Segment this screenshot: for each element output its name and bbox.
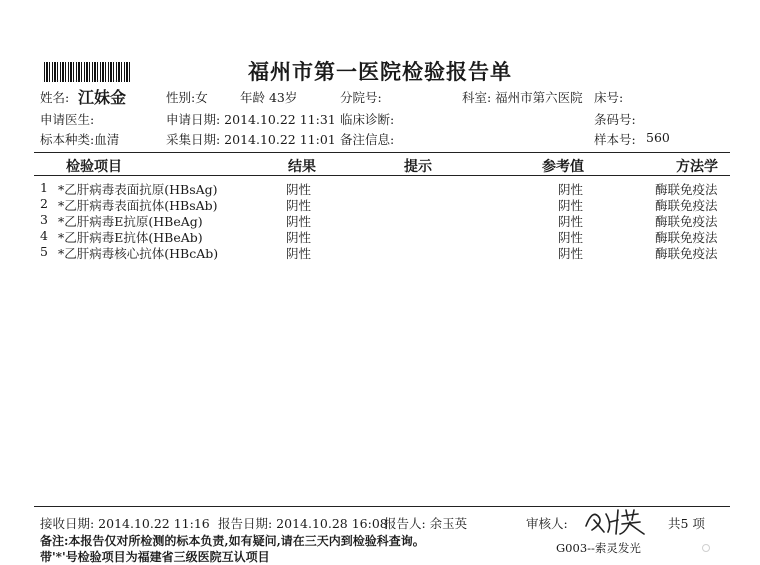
row-result: 阴性 xyxy=(286,246,312,261)
row-item: *乙肝病毒表面抗体(HBsAb) xyxy=(58,198,218,213)
table-header-rule xyxy=(34,175,730,176)
row-item: *乙肝病毒核心抗体(HBcAb) xyxy=(58,246,219,261)
header-result: 结果 xyxy=(288,159,316,175)
header-method: 方法学 xyxy=(676,159,718,175)
footer-note: 备注:本报告仅对所检测的标本负责,如有疑问,请在三天内到检验科查询。 xyxy=(40,534,425,548)
row-ref: 阴性 xyxy=(558,182,584,197)
row-item: *乙肝病毒E抗体(HBeAb) xyxy=(58,230,203,245)
table-row xyxy=(38,228,728,244)
name-label: 姓名: xyxy=(40,90,70,105)
row-ref: 阴性 xyxy=(558,198,584,213)
patient-age: 年龄 43岁 xyxy=(240,90,298,105)
reviewer-signature xyxy=(582,506,662,536)
row-method: 酶联免疫法 xyxy=(655,230,718,245)
patient-name: 江妹金 xyxy=(78,88,127,107)
bed-field: 床号: xyxy=(594,90,624,105)
patient-sex: 性别:女 xyxy=(166,90,208,105)
row-item: *乙肝病毒表面抗原(HBsAg) xyxy=(58,182,218,197)
reporter: 报告人: 余玉英 xyxy=(384,516,468,531)
collect-date: 采集日期: 2014.10.22 11:01 xyxy=(166,132,336,147)
ward-field: 分院号: xyxy=(340,90,382,105)
row-ref: 阴性 xyxy=(558,230,584,245)
report-date: 报告日期: 2014.10.28 16:08 xyxy=(218,516,388,531)
row-method: 酶联免疫法 xyxy=(655,214,718,229)
sample-number: 560 xyxy=(646,130,670,145)
row-number: 4 xyxy=(40,228,48,243)
row-number: 2 xyxy=(40,196,48,211)
apply-date: 申请日期: 2014.10.22 11:31 xyxy=(166,112,336,127)
report-title: 福州市第一医院检验报告单 xyxy=(248,59,512,84)
header-ref: 参考值 xyxy=(542,159,584,175)
item-total: 共5 项 xyxy=(668,516,705,531)
diagnosis-field: 临床诊断: xyxy=(340,112,395,127)
row-method: 酶联免疫法 xyxy=(655,182,718,197)
sample-label: 样本号: xyxy=(594,132,636,147)
doctor-field: 申请医生: xyxy=(40,112,95,127)
table-row xyxy=(38,212,728,228)
mutual-recognition-note: 带'*'号检验项目为福建省三级医院互认项目 xyxy=(40,550,270,564)
table-row xyxy=(38,244,728,260)
watermark xyxy=(702,544,710,552)
receive-date: 接收日期: 2014.10.22 11:16 xyxy=(40,516,210,531)
row-ref: 阴性 xyxy=(558,214,584,229)
row-result: 阴性 xyxy=(286,214,312,229)
row-result: 阴性 xyxy=(286,182,312,197)
dept-field: 科室: 福州市第六医院 xyxy=(462,90,583,105)
row-method: 酶联免疫法 xyxy=(655,246,718,261)
row-ref: 阴性 xyxy=(558,246,584,261)
row-result: 阴性 xyxy=(286,198,312,213)
header-hint: 提示 xyxy=(404,159,432,175)
remarks-field: 备注信息: xyxy=(340,132,395,147)
header-item: 检验项目 xyxy=(66,159,122,175)
instrument-code: G003--索灵发光 xyxy=(556,541,641,555)
row-number: 5 xyxy=(40,244,48,259)
specimen-field: 标本种类:血清 xyxy=(40,132,120,147)
row-result: 阴性 xyxy=(286,230,312,245)
row-number: 3 xyxy=(40,212,48,227)
row-number: 1 xyxy=(40,180,48,195)
table-top-rule xyxy=(34,152,730,153)
table-row xyxy=(38,180,728,196)
row-method: 酶联免疫法 xyxy=(655,198,718,213)
table-row xyxy=(38,196,728,212)
reviewer-label: 审核人: xyxy=(526,516,568,531)
barcode-number-field: 条码号: xyxy=(594,112,636,127)
row-item: *乙肝病毒E抗原(HBeAg) xyxy=(58,214,203,229)
watermark-logo-icon xyxy=(702,544,710,552)
